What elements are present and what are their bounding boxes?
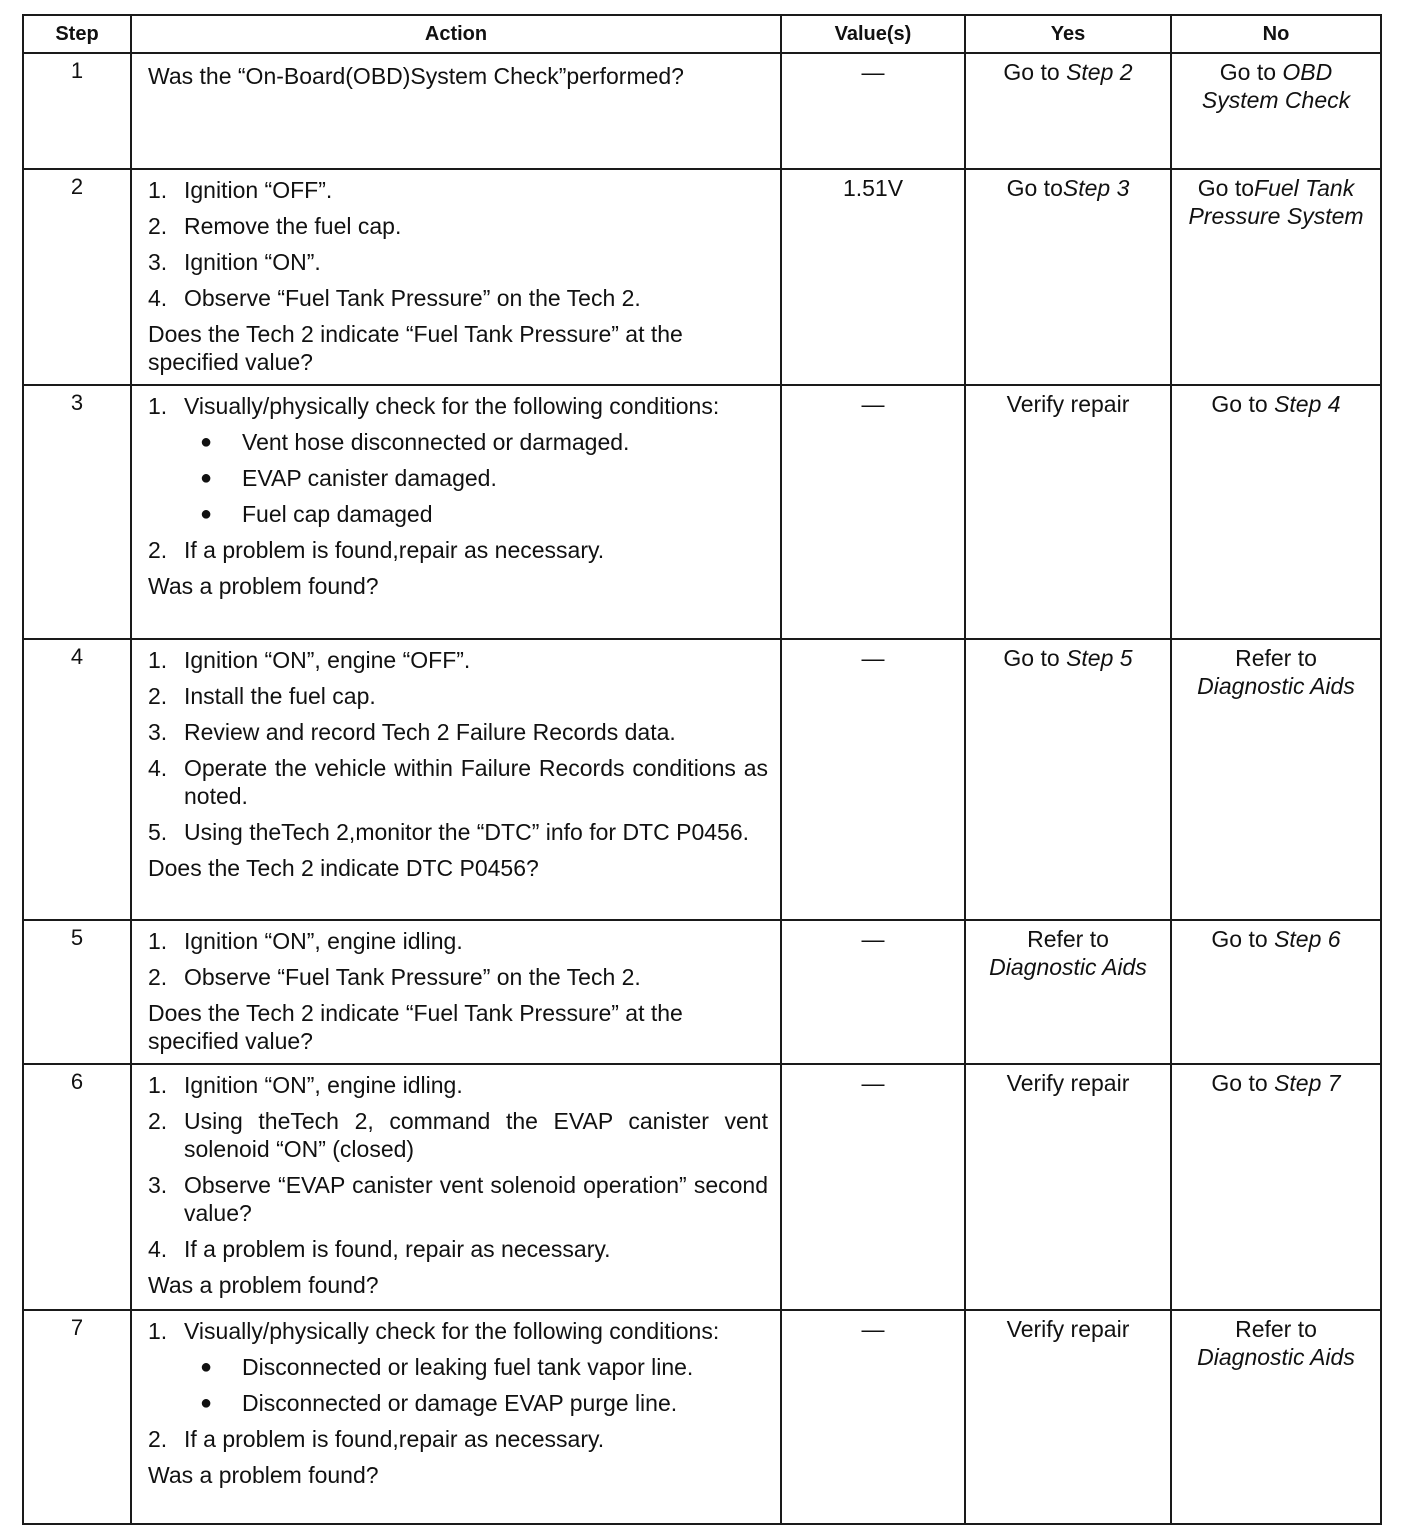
question: Was a problem found? (148, 1272, 379, 1298)
diagnostic-aids-reference: Diagnostic Aids (1197, 1344, 1355, 1370)
list-item: 2. If a problem is found,repair as necessary. (148, 1426, 605, 1452)
step-number: 2 (23, 169, 131, 385)
value-cell: — (781, 53, 965, 169)
header-action: Action (131, 15, 781, 53)
no-cell: Go to OBD System Check (1171, 53, 1381, 169)
list-item: 3. Observe “EVAP canister vent solenoid operation” second value? (148, 1172, 768, 1226)
no-cell: Refer to Diagnostic Aids (1171, 639, 1381, 920)
header-no: No (1171, 15, 1381, 53)
question: Was a problem found? (148, 1462, 379, 1488)
list-item: 2. Install the fuel cap. (148, 683, 376, 709)
value-cell: — (781, 920, 965, 1064)
question: Does the Tech 2 indicate DTC P0456? (148, 855, 539, 881)
yes-cell: Verify repair (965, 385, 1171, 639)
yes-cell: Verify repair (965, 1064, 1171, 1310)
no-cell: Go toFuel Tank Pressure System (1171, 169, 1381, 385)
yes-cell: Go to Step 2 (965, 53, 1171, 169)
list-item: 3. Ignition “ON”. (148, 249, 321, 275)
action-cell (131, 385, 781, 639)
action-cell (131, 920, 781, 1064)
value-cell: — (781, 639, 965, 920)
bullet-icon: ● (200, 1392, 213, 1414)
list-item: 1. Ignition “ON”, engine idling. (148, 928, 463, 954)
list-item: 1. Ignition “OFF”. (148, 177, 333, 203)
list-item: 4. Observe “Fuel Tank Pressure” on the Tech 2. (148, 285, 641, 311)
step-number: 4 (23, 639, 131, 920)
bullet-icon: ● (200, 467, 213, 489)
list-item: 1. Ignition “ON”, engine “OFF”. (148, 647, 471, 673)
bullet-item: ● Vent hose disconnected or darmaged. (188, 428, 768, 456)
header-step: Step (23, 15, 131, 53)
table-row (23, 53, 1381, 169)
diagnostic-aids-reference: Diagnostic Aids (1197, 673, 1355, 699)
no-cell: Refer to Diagnostic Aids (1171, 1310, 1381, 1524)
header-yes: Yes (965, 15, 1171, 53)
table-row (23, 639, 1381, 920)
action-cell (131, 1310, 781, 1524)
list-item: 2. If a problem is found,repair as necessary. (148, 537, 605, 563)
step-reference: Step 3 (1062, 175, 1130, 201)
yes-cell: Go toStep 3 (965, 169, 1171, 385)
step-reference: Step 7 (1274, 1070, 1341, 1096)
list-item: 1. Ignition “ON”, engine idling. (148, 1072, 463, 1098)
table-row (23, 1310, 1381, 1524)
diagnostic-table (22, 14, 1382, 1525)
step-reference: Step 5 (1066, 645, 1133, 671)
step-number: 5 (23, 920, 131, 1064)
list-item: 4. Operate the vehicle within Failure Records conditions as noted. (148, 755, 768, 809)
list-item: 2. Remove the fuel cap. (148, 213, 402, 239)
step-number: 7 (23, 1310, 131, 1524)
table-row (23, 169, 1381, 385)
diagnostic-aids-reference: Diagnostic Aids (989, 954, 1147, 980)
step-number: 3 (23, 385, 131, 639)
step-number: 6 (23, 1064, 131, 1310)
bullet-item: ● Disconnected or leaking fuel tank vapor line. (188, 1353, 768, 1381)
table-row (23, 1064, 1381, 1310)
action-cell (131, 169, 781, 385)
no-cell: Go to Step 4 (1171, 385, 1381, 639)
yes-cell: Verify repair (965, 1310, 1171, 1524)
table-row (23, 920, 1381, 1064)
no-cell: Go to Step 6 (1171, 920, 1381, 1064)
bullet-item: ● EVAP canister damaged. (188, 464, 768, 492)
step-reference: Step 6 (1274, 926, 1341, 952)
step-reference: Step 4 (1274, 391, 1341, 417)
question: Was a problem found? (148, 573, 379, 599)
bullet-icon: ● (200, 1356, 213, 1378)
yes-cell: Refer to Diagnostic Aids (965, 920, 1171, 1064)
list-item: 1. Visually/physically check for the following conditions: (148, 1318, 720, 1344)
question: Was the “On-Board(OBD)System Check”performed? (148, 63, 684, 89)
value-cell: — (781, 1064, 965, 1310)
question: Does the Tech 2 indicate “Fuel Tank Pressure” at the specified value? (148, 1000, 683, 1054)
question: Does the Tech 2 indicate “Fuel Tank Pressure” at the specified value? (148, 321, 683, 375)
bullet-icon: ● (200, 431, 213, 453)
table-row (23, 385, 1381, 639)
step-number: 1 (23, 53, 131, 169)
action-cell (131, 639, 781, 920)
yes-cell: Go to Step 5 (965, 639, 1171, 920)
system-reference: Fuel Tank Pressure System (1188, 175, 1364, 229)
list-item: 1. Visually/physically check for the following conditions: (148, 393, 720, 419)
list-item: 3. Review and record Tech 2 Failure Records data. (148, 719, 676, 745)
header-values: Value(s) (781, 15, 965, 53)
list-item: 2. Using theTech 2, command the EVAP canister vent solenoid “ON” (closed) (148, 1108, 768, 1162)
no-cell: Go to Step 7 (1171, 1064, 1381, 1310)
bullet-item: ● Fuel cap damaged (188, 500, 768, 528)
header-row (23, 15, 1381, 53)
step-reference: Step 2 (1066, 59, 1133, 85)
list-item: 2. Observe “Fuel Tank Pressure” on the Tech 2. (148, 964, 641, 990)
value-cell: — (781, 385, 965, 639)
obd-reference: OBD System Check (1201, 59, 1351, 113)
value-cell: 1.51V (781, 169, 965, 385)
action-cell (131, 53, 781, 169)
list-item: 5. Using theTech 2,monitor the “DTC” info for DTC P0456. (148, 819, 750, 845)
action-cell (131, 1064, 781, 1310)
bullet-icon: ● (200, 503, 213, 525)
bullet-item: ● Disconnected or damage EVAP purge line. (188, 1389, 768, 1417)
value-cell: — (781, 1310, 965, 1524)
list-item: 4. If a problem is found, repair as necessary. (148, 1236, 611, 1262)
